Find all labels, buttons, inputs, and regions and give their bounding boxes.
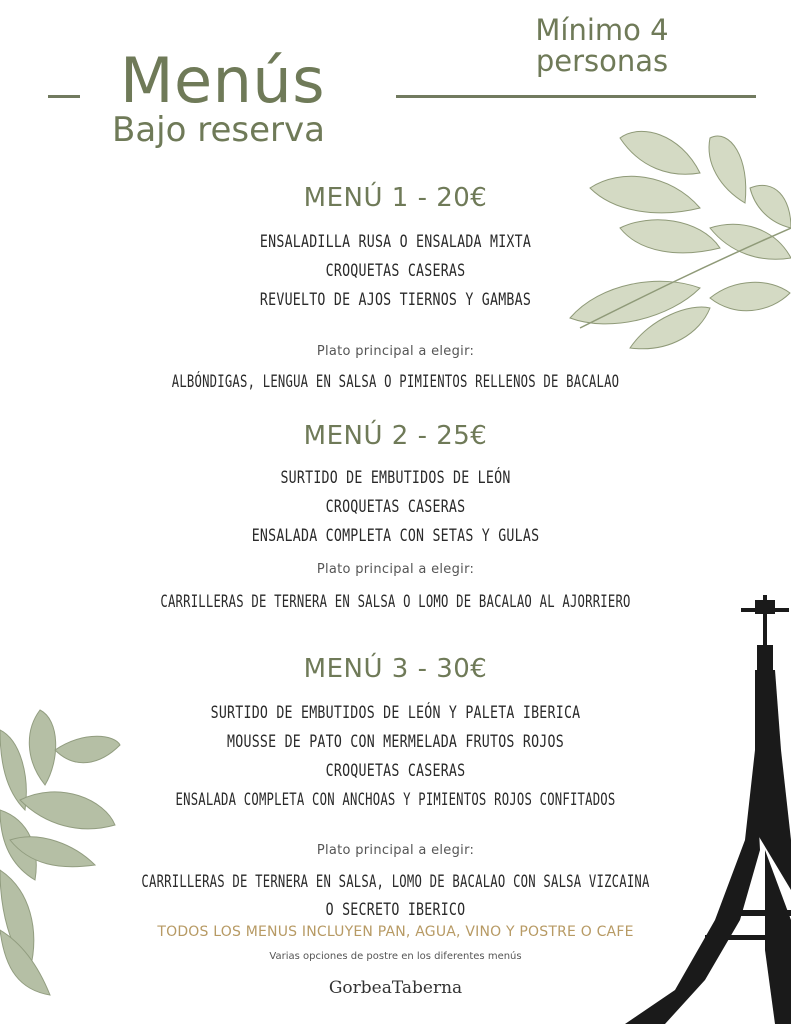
menu-1-heading: MENÚ 1 - 20€	[303, 183, 488, 213]
dessert-note: Varias opciones de postre en los diferentes menús	[269, 951, 522, 962]
menu-3-item: MOUSSE DE PATO CON MERMELADA FRUTOS ROJOS	[227, 732, 564, 752]
menu-1-main-options: ALBÓNDIGAS, LENGUA EN SALSA O PIMIENTOS RELLENOS DE BACALAO	[171, 372, 620, 392]
menu-2-heading: MENÚ 2 - 25€	[303, 421, 488, 451]
menu-3-item: ENSALADA COMPLETA CON ANCHOAS Y PIMIENTOS ROJOS CONFITADOS	[175, 790, 616, 810]
menu-2-main-options: CARRILLERAS DE TERNERA EN SALSA O LOMO DE BACALAO AL AJORRIERO	[160, 592, 631, 612]
menu-2-item: SURTIDO DE EMBUTIDOS DE LEÓN	[280, 468, 511, 488]
brand-name: GorbeaTaberna	[328, 978, 463, 998]
menu-2-item: ENSALADA COMPLETA CON SETAS Y GULAS	[251, 526, 540, 546]
menu-3-heading: MENÚ 3 - 30€	[303, 654, 488, 684]
menu-1-item: ENSALADILLA RUSA O ENSALADA MIXTA	[259, 232, 532, 252]
header-rule-right	[396, 95, 756, 98]
menu-3-choose-label: Plato principal a elegir:	[316, 843, 475, 858]
header-rule-left	[48, 95, 80, 98]
minimum-line-2: personas	[535, 44, 669, 78]
menu-1-choose-label: Plato principal a elegir:	[316, 344, 475, 359]
menu-3-item: CROQUETAS CASERAS	[325, 761, 466, 781]
page-title: Menús	[120, 44, 326, 117]
minimum-line-1: Mínimo 4	[535, 13, 669, 47]
menu-3-main-options-cont: O SECRETO IBERICO	[325, 900, 466, 920]
menu-3-main-options: CARRILLERAS DE TERNERA EN SALSA, LOMO DE BACALAO CON SALSA VIZCAINA	[141, 872, 650, 892]
includes-note: TODOS LOS MENUS INCLUYEN PAN, AGUA, VINO Y POSTRE O CAFE	[157, 924, 634, 940]
menu-1-item: REVUELTO DE AJOS TIERNOS Y GAMBAS	[259, 290, 532, 310]
menu-2-choose-label: Plato principal a elegir:	[316, 562, 475, 577]
menu-2-item: CROQUETAS CASERAS	[325, 497, 466, 517]
menu-3-item: SURTIDO DE EMBUTIDOS DE LEÓN Y PALETA IBERICA	[210, 703, 581, 723]
menu-1-item: CROQUETAS CASERAS	[325, 261, 466, 281]
minimum-guests-note	[520, 15, 684, 77]
page-subtitle: Bajo reserva	[112, 110, 325, 150]
